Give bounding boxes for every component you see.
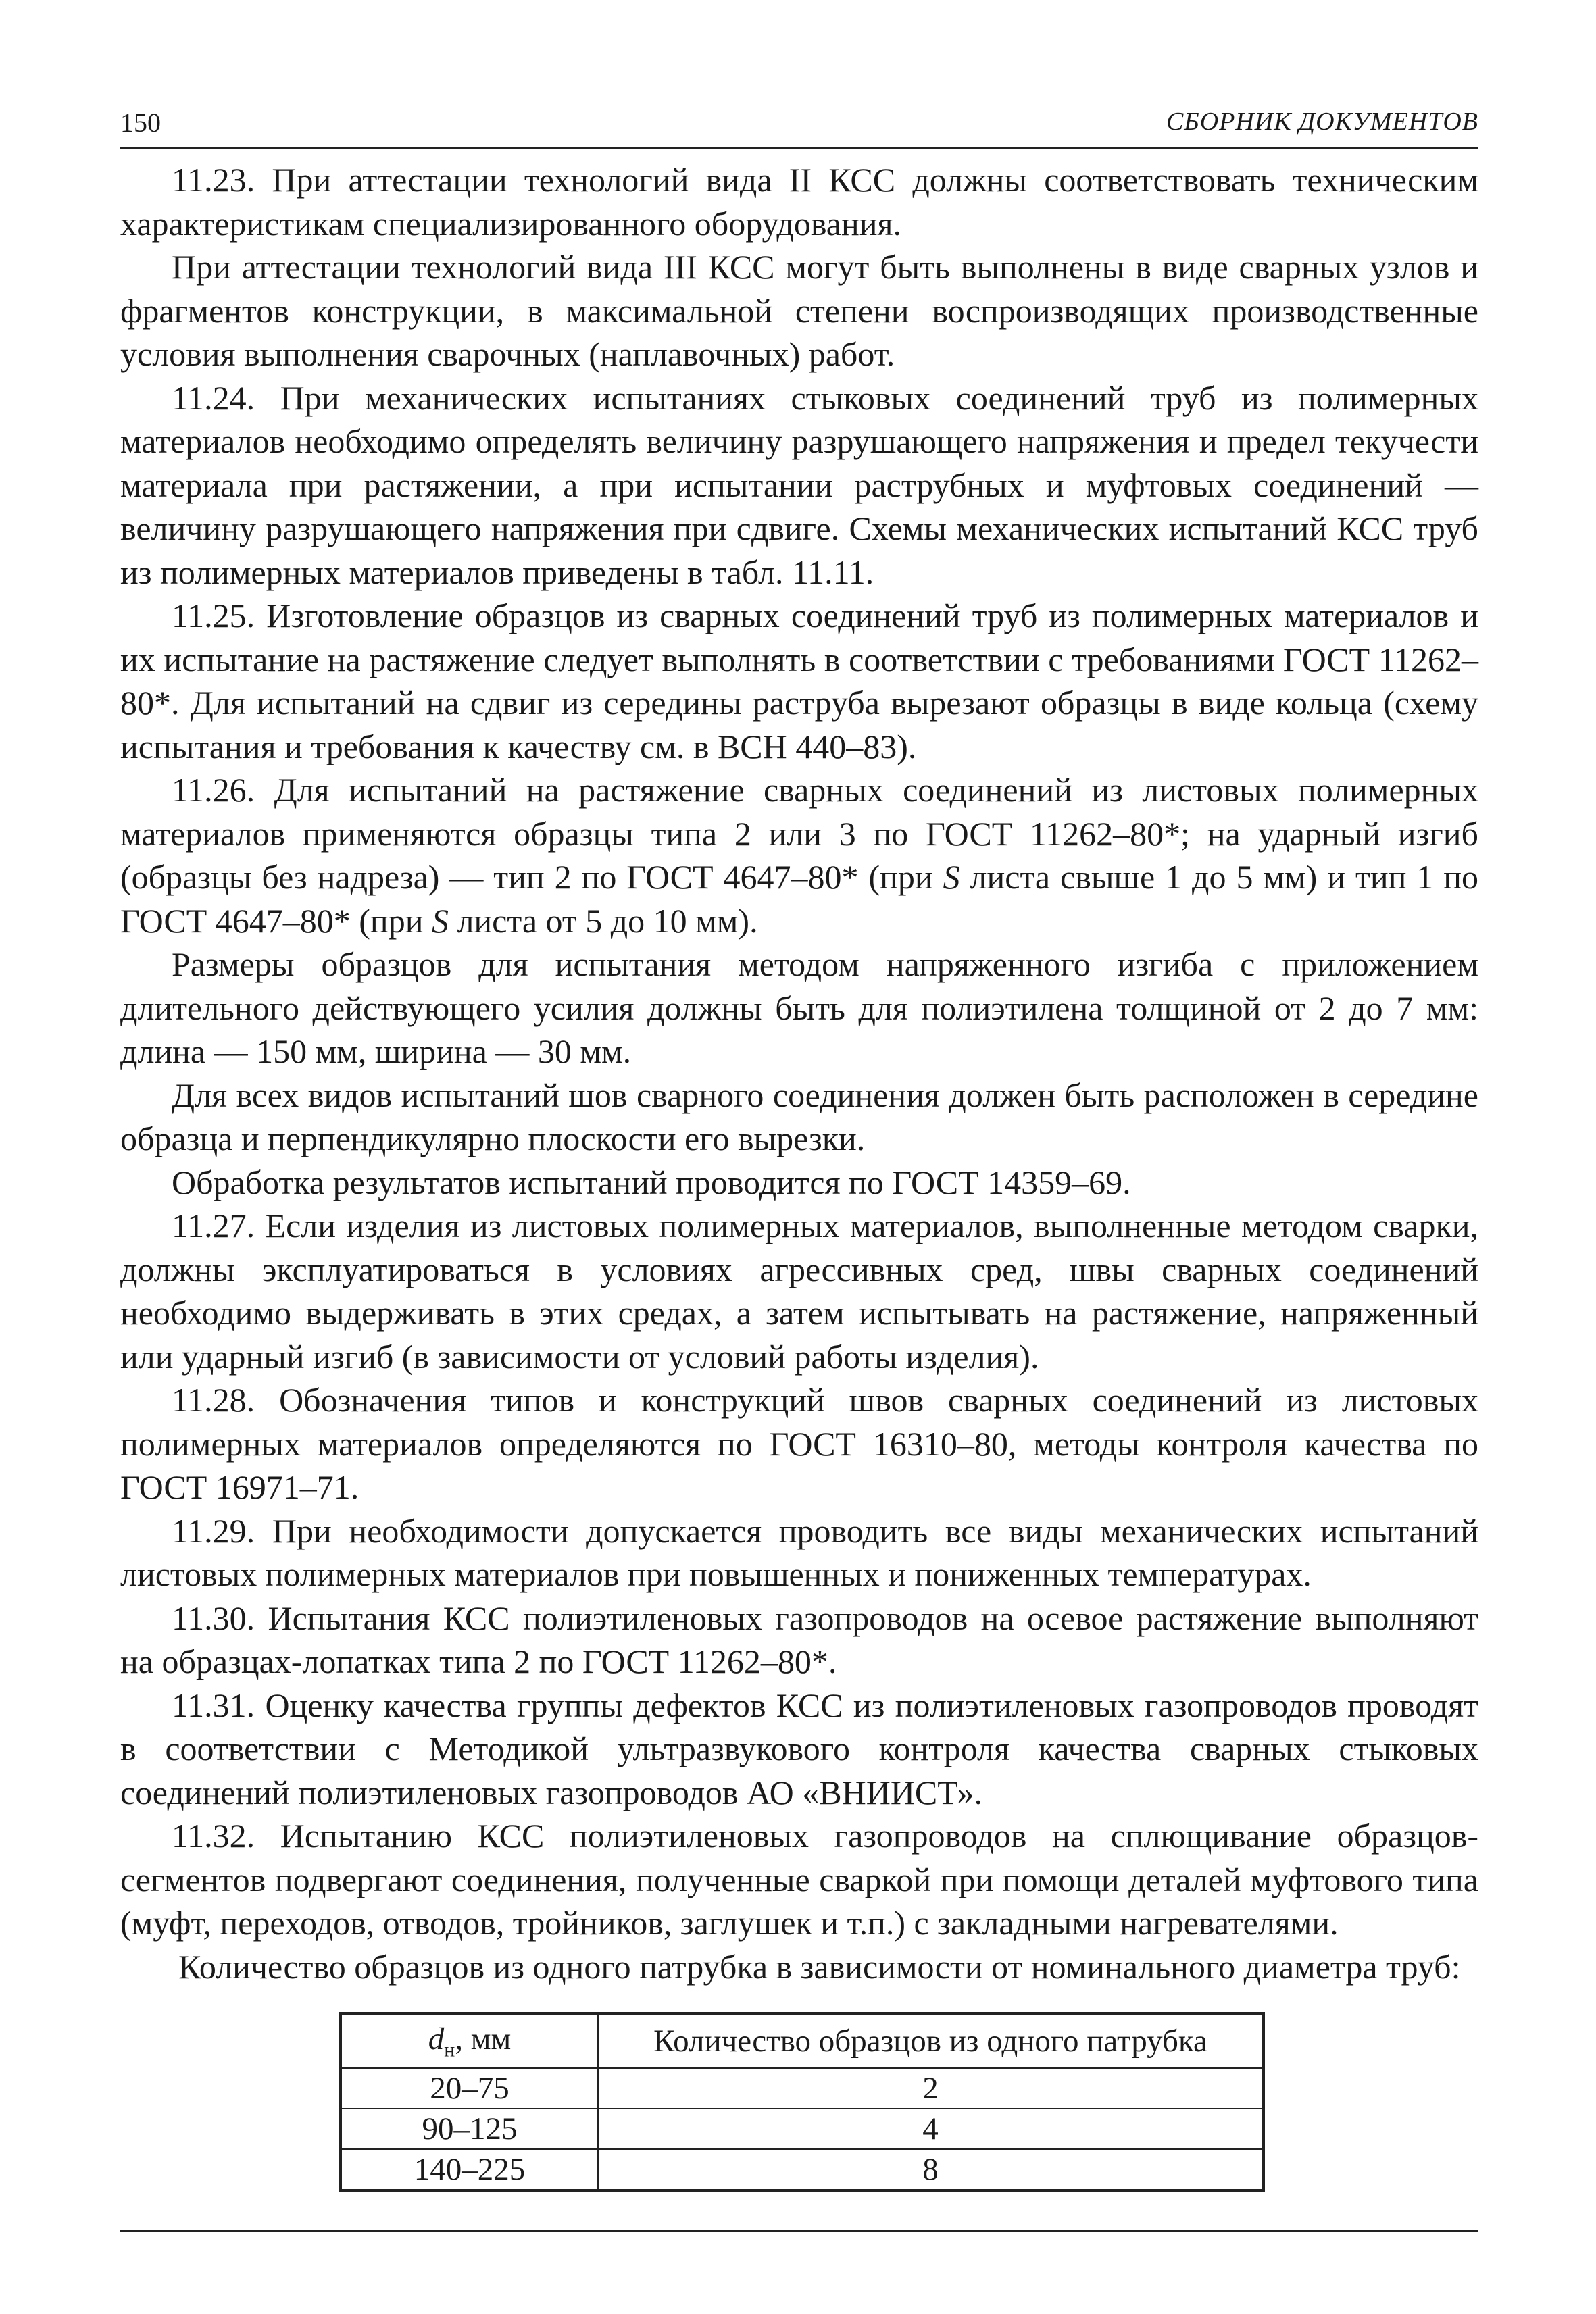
header-diameter xyxy=(341,2013,598,2068)
paragraph-11-29: 11.29. При необходимости допускается проводить все виды механических испытаний листовых полимерных материалов при повышенных и пониженных температурах. xyxy=(120,1511,1478,1593)
cell-count: 4 xyxy=(598,2109,1264,2149)
paragraph-11-32: 11.32. Испытанию КСС полиэтиленовых газопроводов на сплющивание образцов-сегментов подвергают соединения, полученные сваркой при помощи деталей муфтового типа (муфт, переходов, отводов, тройников, заглушек и т.п.) с закладными нагревателями. xyxy=(120,1817,1478,1942)
paragraph-11-24: 11.24. При механических испытаниях стыковых соединений труб из полимерных материалов необходимо определять величину разрушающего напряжения и предел текучести материала при растяжении, а при испытании раструбных и муфтовых соединений — величину разрушающего напряжения при сдвиге. Схемы механических испытаний КСС труб из полимерных материалов приведены в табл. 11.11. xyxy=(120,378,1478,591)
paragraph-results-processing: Обработка результатов испытаний проводится по ГОСТ 14359–69. xyxy=(172,1163,1131,1201)
table-row xyxy=(341,2068,1264,2109)
table-row xyxy=(341,2149,1264,2190)
cell-diameter: 140–225 xyxy=(341,2149,598,2190)
diameter-symbol: d xyxy=(428,2021,445,2057)
paragraph-type-iii: При аттестации технологий вида III КСС могут быть выполнены в виде сварных узлов и фрагментов конструкции, в максимальной степени воспроизводящих производственные условия выполнения сварочных (наплавочных) работ. xyxy=(120,248,1478,373)
diameter-unit: , мм xyxy=(455,2021,512,2057)
cell-diameter: 90–125 xyxy=(341,2109,598,2149)
paragraph-11-25: 11.25. Изготовление образцов из сварных соединений труб из полимерных материалов и их испытание на растяжение следует выполнять в соответствии с требованиями ГОСТ 11262–80*. Для испытаний на сдвиг из середины раструба вырезают образцы в виде кольца (схему испытания и требования к качеству см. в ВСН 440–83). xyxy=(120,597,1478,765)
footer-rule xyxy=(120,2230,1478,2232)
paragraph-11-30: 11.30. Испытания КСС полиэтиленовых газопроводов на осевое растяжение выполняют на образцах-лопатках типа 2 по ГОСТ 11262–80*. xyxy=(120,1599,1478,1680)
paragraph-sample-count-intro: Количество образцов из одного патрубка в зависимости от номинального диаметра труб: xyxy=(178,1947,1461,1986)
table-row xyxy=(341,2109,1264,2149)
page-number: 150 xyxy=(120,107,161,138)
paragraph-11-23: 11.23. При аттестации технологий вида II КСС должны соответствовать техническим характеристикам специализированного оборудования. xyxy=(120,161,1478,243)
paragraph-11-28: 11.28. Обозначения типов и конструкций швов сварных соединений из листовых полимерных материалов определяются по ГОСТ 16310–80, методы контроля качества по ГОСТ 16971–71. xyxy=(120,1381,1478,1506)
cell-count: 8 xyxy=(598,2149,1264,2190)
samples-table xyxy=(339,2012,1265,2192)
table-header-row xyxy=(341,2013,1264,2068)
paragraph-11-31: 11.31. Оценку качества группы дефектов КСС из полиэтиленовых газопроводов проводят в соответствии с Методикой ультразвукового контроля качества сварных стыковых соединений полиэтиленовых газопроводов АО «ВНИИСТ». xyxy=(120,1686,1478,1811)
paragraph-seam-position: Для всех видов испытаний шов сварного соединения должен быть расположен в середине образца и перпендикулярно плоскости его вырезки. xyxy=(120,1076,1478,1157)
paragraph-sample-sizes: Размеры образцов для испытания методом напряженного изгиба с приложением длительного действующего усилия должны быть для полиэтилена толщиной от 2 до 7 мм: длина — 150 мм, ширина — 30 мм. xyxy=(120,945,1478,1070)
page-header xyxy=(120,107,1478,149)
thickness-symbol: S xyxy=(943,858,960,896)
paragraph-11-27: 11.27. Если изделия из листовых полимерных материалов, выполненные методом сварки, должны эксплуатироваться в условиях агрессивных сред, швы сварных соединений необходимо выдерживать в этих средах, а затем испытывать на растяжение, напряженный или ударный изгиб (в зависимости от условий работы изделия). xyxy=(120,1207,1478,1376)
running-title: СБОРНИК ДОКУМЕНТОВ xyxy=(1166,107,1478,136)
body-text xyxy=(120,158,1478,1988)
diameter-subscript: н xyxy=(444,2038,455,2061)
cell-diameter: 20–75 xyxy=(341,2068,598,2109)
paragraph-11-26: 11.26. Для испытаний на растяжение сварных соединений из листовых полимерных материалов применяются образцы типа 2 или 3 по ГОСТ 11262–80*; на ударный изгиб (образцы без надреза) — тип 2 по ГОСТ 4647–80* (при S листа свыше 1 до 5 мм) и тип 1 по ГОСТ 4647–80* (при S листа от 5 до 10 мм). xyxy=(120,771,1479,940)
cell-count: 2 xyxy=(598,2068,1264,2109)
thickness-symbol: S xyxy=(431,901,449,940)
header-sample-count: Количество образцов из одного патрубка xyxy=(598,2013,1264,2068)
